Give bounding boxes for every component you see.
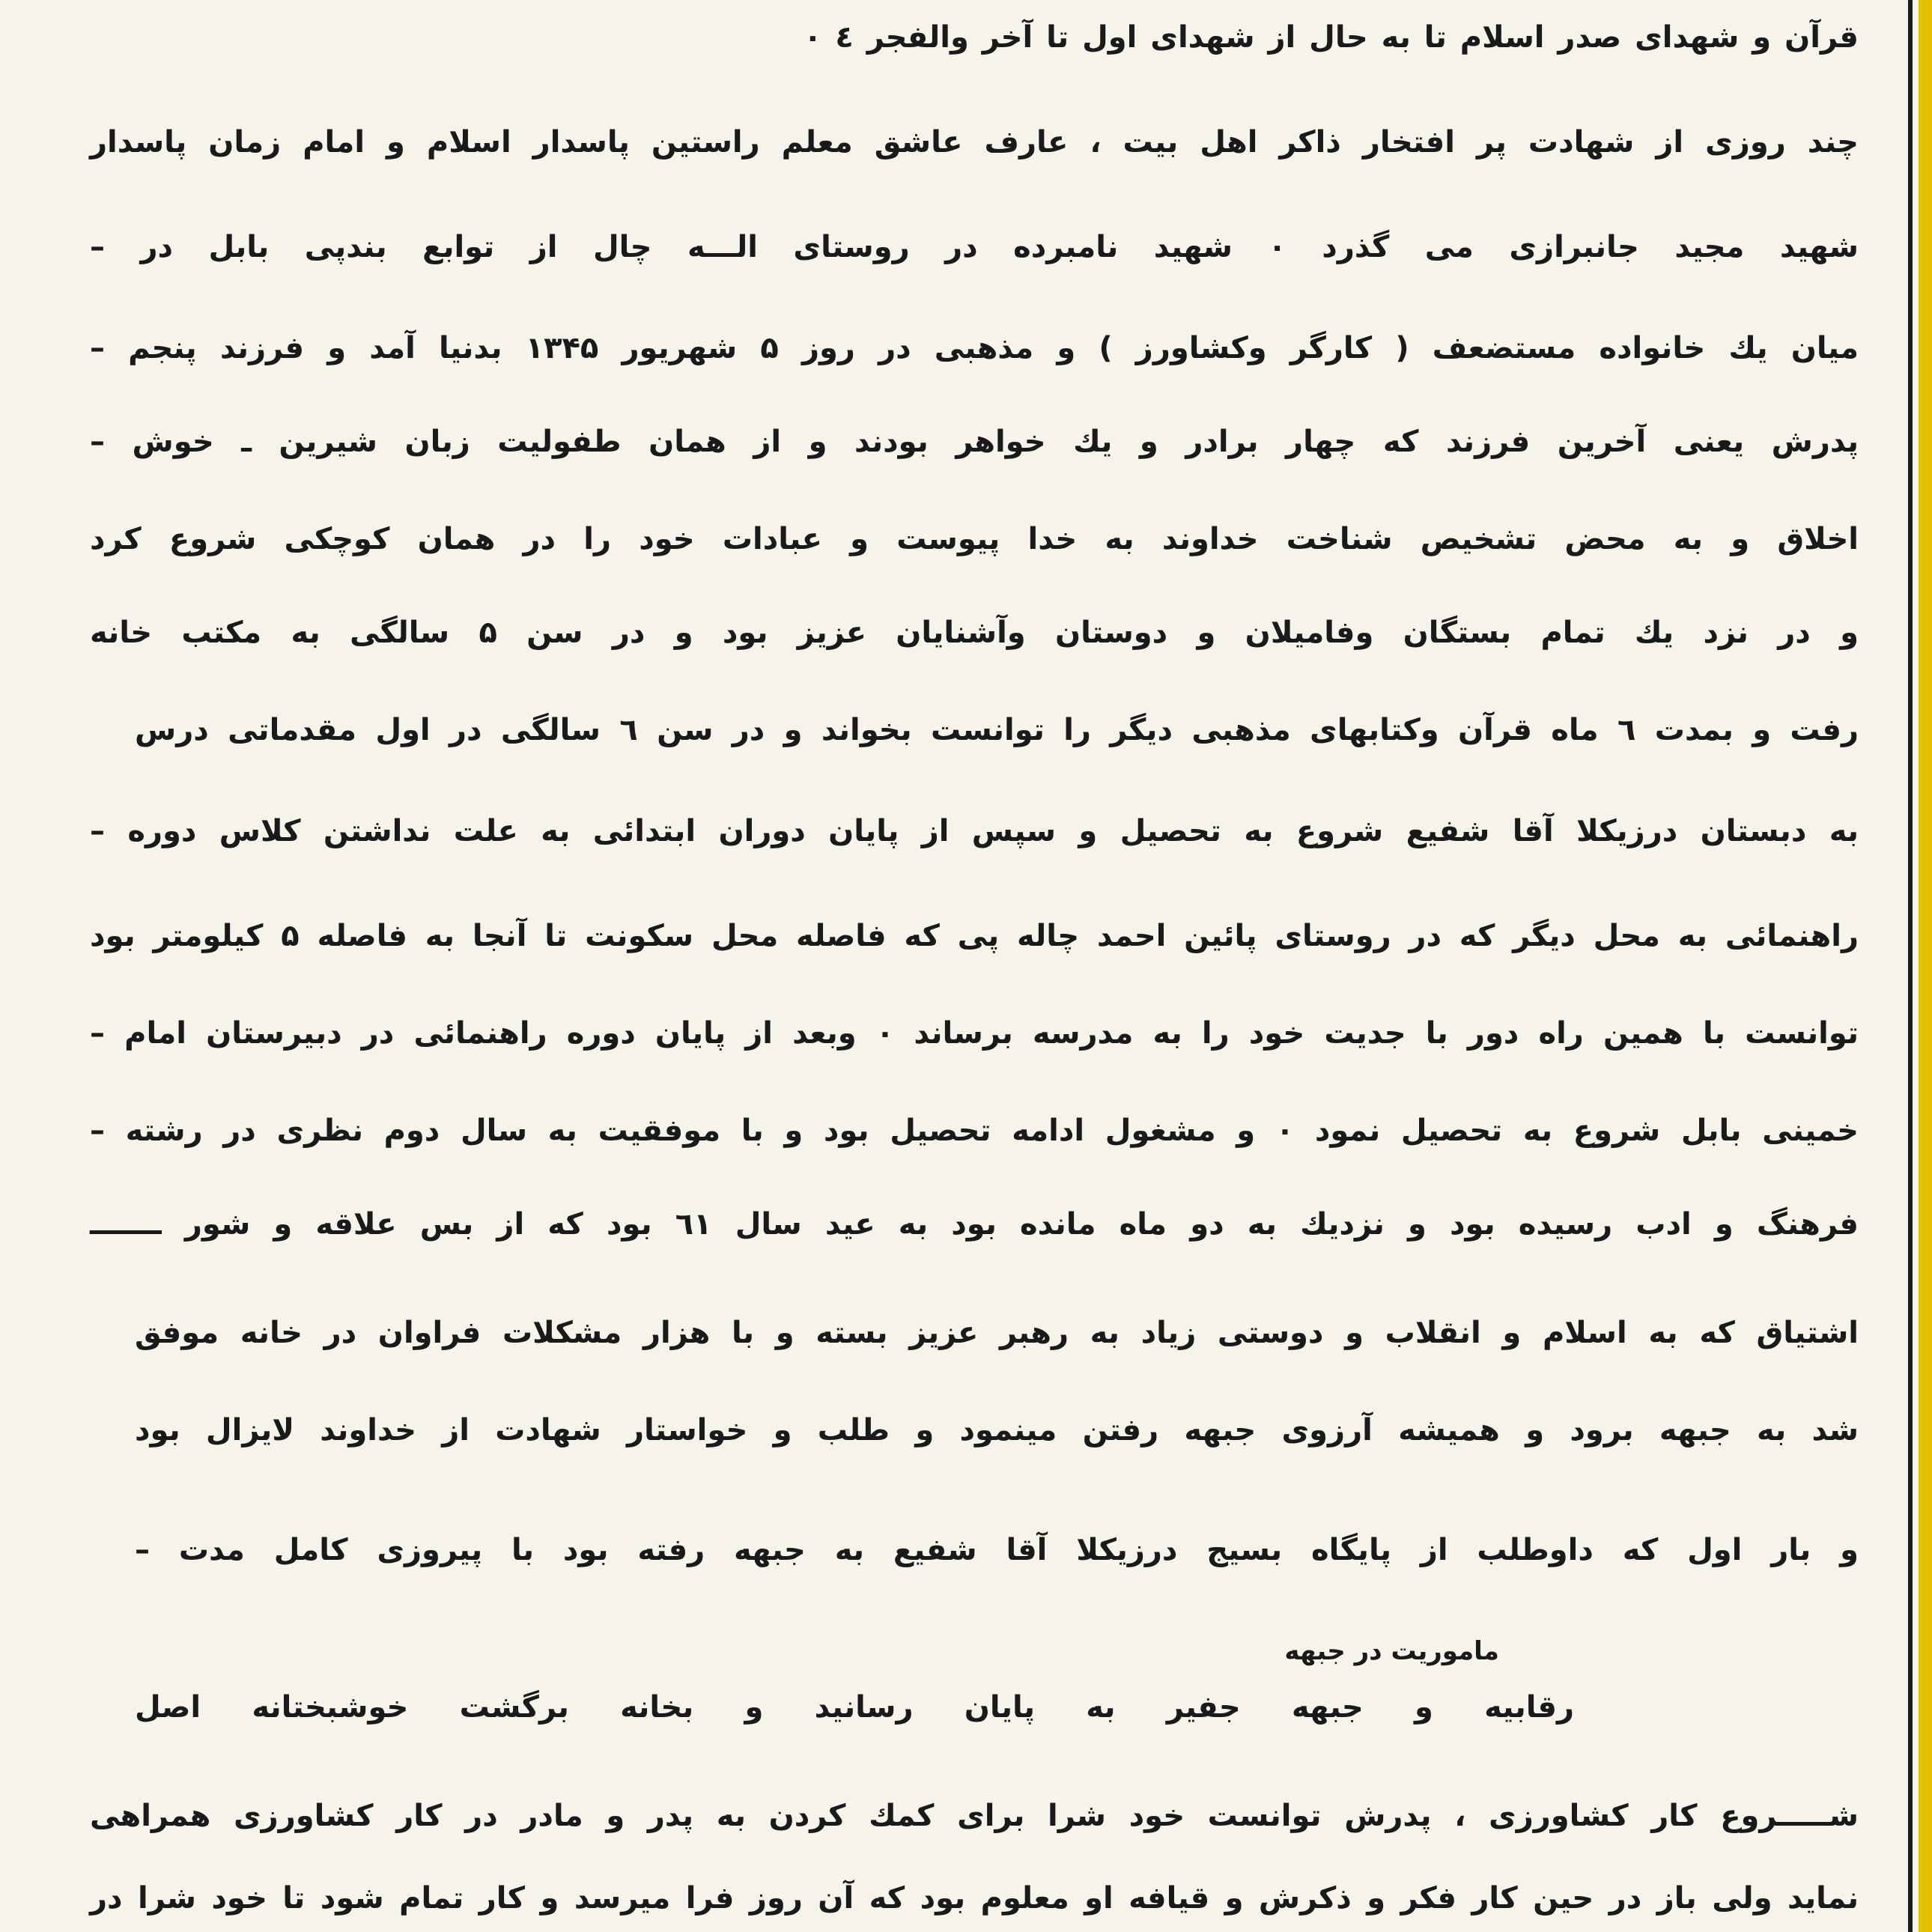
text-line-13: فرهنگ و ادب رسیده بود و نزدیك به دو ماه مانده بود به عید سال ٦١ بود که از بس علاقه و شور ـــــــ: [90, 1207, 1859, 1242]
text-line-4: میان یك خانواده مستضعف ( کارگر وکشاورز ) و مذهبی در روز ۵ شهریور ۱۳۴۵ بدنیا آمد و فرزند پنجم –: [90, 331, 1859, 365]
text-line-16: و بار اول که داوطلب از پایگاه بسیج درزیکلا آقا شفیع به جبهه رفته بود با پیروزی کامل مدت –: [135, 1533, 1859, 1567]
text-line-19: نماید ولی باز در حین کار فکر و ذکرش و قیافه او معلوم بود که آن روز فرا میرسد و کار تمام شود تا خود شرا در: [90, 1881, 1859, 1916]
text-line-9: به دبستان درزیکلا آقا شفیع شروع به تحصیل و سپس از پایان دوران ابتدائی به علت نداشتن کلاس دوره –: [90, 814, 1859, 848]
text-line-3: شهید مجید جانبرازی می گذرد ۰ شهید نامبرده در روستای الـــه چال از توابع بندپی بابل در –: [90, 230, 1859, 264]
text-line-5: پدرش یعنی آخرین فرزند که چهار برادر و یك خواهر بودند و از همان طفولیت زبان شیرین ـ خوش –: [90, 425, 1859, 459]
text-line-1: قرآن و شهدای صدر اسلام تا به حال از شهدای اول تا آخر والفجر ٤ ۰: [804, 20, 1859, 55]
text-line-18: شـــــروع کار کشاورزی ، پدرش توانست خود شرا برای کمك کردن به پدر و مادر در کار کشاورزی همراهی: [90, 1799, 1859, 1833]
text-line-8: رفت و بمدت ٦ ماه قرآن وکتابهای مذهبی دیگر را توانست بخواند و در سن ٦ سالگی در اول مقدماتی درس: [135, 713, 1859, 747]
text-line-11: توانست با همین راه دور با جدیت خود را به مدرسه برساند ۰ وبعد از پایان دوره راهنمائی در دبیرستان امام –: [90, 1016, 1859, 1051]
text-line-12: خمینی بابل شروع به تحصیل نمود ۰ و مشغول ادامه تحصیل بود و با موفقیت به سال دوم نظری در رشته –: [90, 1114, 1859, 1148]
margin-note: ماموریت در جبهه: [1284, 1636, 1499, 1666]
text-line-17: رقابیه و جبهه جفیر به پایان رسانید و بخانه برگشت خوشبختانه اصل: [135, 1690, 1574, 1725]
page-edge-shadow: [1908, 0, 1913, 1932]
text-line-2: چند روزی از شهادت پر افتخار ذاکر اهل بیت ، عارف عاشق معلم راستین پاسدار اسلام و امام زمان پاسدار: [90, 125, 1859, 160]
text-line-14: اشتیاق که به اسلام و انقلاب و دوستی زیاد به رهبر عزیز بسته و با هزار مشکلات فراوان در خانه موفق: [135, 1316, 1859, 1350]
text-line-7: و در نزد یك تمام بستگان وفامیلان و دوستان وآشنایان عزیز بود و در سن ۵ سالگی به مکتب خانه: [90, 616, 1859, 650]
text-line-6: اخلاق و به محض تشخیص شناخت خداوند به خدا پیوست و عبادات خود را در همان کوچکی شروع کرد: [90, 522, 1859, 556]
text-line-10: راهنمائی به محل دیگر که در روستای پائین احمد چاله پی که فاصله محل سکونت تا آنجا به فاصله ۵ کیلومتر بود: [90, 919, 1859, 953]
text-line-15: شد به جبهه برود و همیشه آرزوی جبهه رفتن مینمود و طلب و خواستار شهادت از خداوند لایزال بود: [135, 1413, 1859, 1448]
